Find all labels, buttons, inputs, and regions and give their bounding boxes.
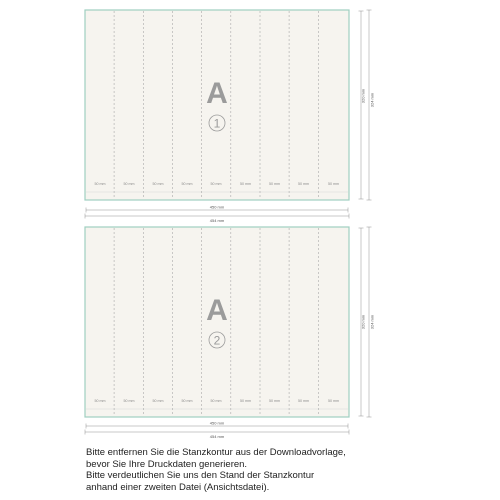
column-label: 50 mm — [181, 182, 193, 186]
panel-1-outer-height-label: 324 mm — [369, 92, 375, 108]
column-label: 50 mm — [328, 399, 339, 403]
column-label: 50 mm — [240, 182, 251, 186]
panel-2-inner-height-label: 320 mm — [360, 314, 366, 330]
column-label: 50 mm — [123, 399, 135, 403]
panel-2-column-labels — [95, 399, 339, 403]
panel-2-inner-width-label: 450 mm — [209, 420, 225, 426]
panel-2-number: 2 — [213, 333, 221, 348]
panel-1-outer-width-label: 454 mm — [209, 218, 225, 223]
column-label: 50 mm — [152, 182, 164, 186]
column-label: 50 mm — [94, 399, 106, 403]
panel-2-outer-height-label: 324 mm — [369, 314, 375, 330]
column-label: 50 mm — [240, 399, 251, 403]
panel-1-column-labels — [95, 182, 339, 186]
panel-1-letter: A — [206, 77, 228, 110]
column-label: 50 mm — [123, 182, 135, 186]
instruction-line: Bitte verdeutlichen Sie uns den Stand der Stanzkontur — [86, 470, 315, 482]
instruction-line: anhand einer zweiten Datei (Ansichtsdatei). — [86, 481, 270, 493]
panel-1-number: 1 — [213, 116, 221, 131]
column-label: 50 mm — [152, 399, 164, 403]
column-label: 50 mm — [210, 182, 222, 186]
panel-2-letter: A — [206, 294, 228, 327]
instructions-text — [86, 447, 486, 493]
panel-1 — [85, 10, 375, 223]
column-label: 50 mm — [298, 182, 309, 186]
column-label: 50 mm — [181, 399, 193, 403]
panel-1-inner-width-label: 450 mm — [209, 204, 225, 210]
column-label: 50 mm — [269, 399, 280, 403]
column-label: 50 mm — [328, 182, 339, 186]
column-label: 50 mm — [94, 182, 106, 186]
instruction-line: Bitte entfernen Sie die Stanzkontur aus der Downloadvorlage, — [86, 447, 346, 458]
instruction-line: bevor Sie Ihre Druckdaten generieren. — [86, 458, 248, 470]
column-label: 50 mm — [210, 399, 222, 403]
panel-2-outer-width-label: 454 mm — [209, 434, 225, 439]
panel-2 — [85, 227, 375, 439]
column-label: 50 mm — [298, 399, 309, 403]
column-label: 50 mm — [269, 182, 280, 186]
panel-1-inner-height-label: 320 mm — [360, 88, 366, 104]
